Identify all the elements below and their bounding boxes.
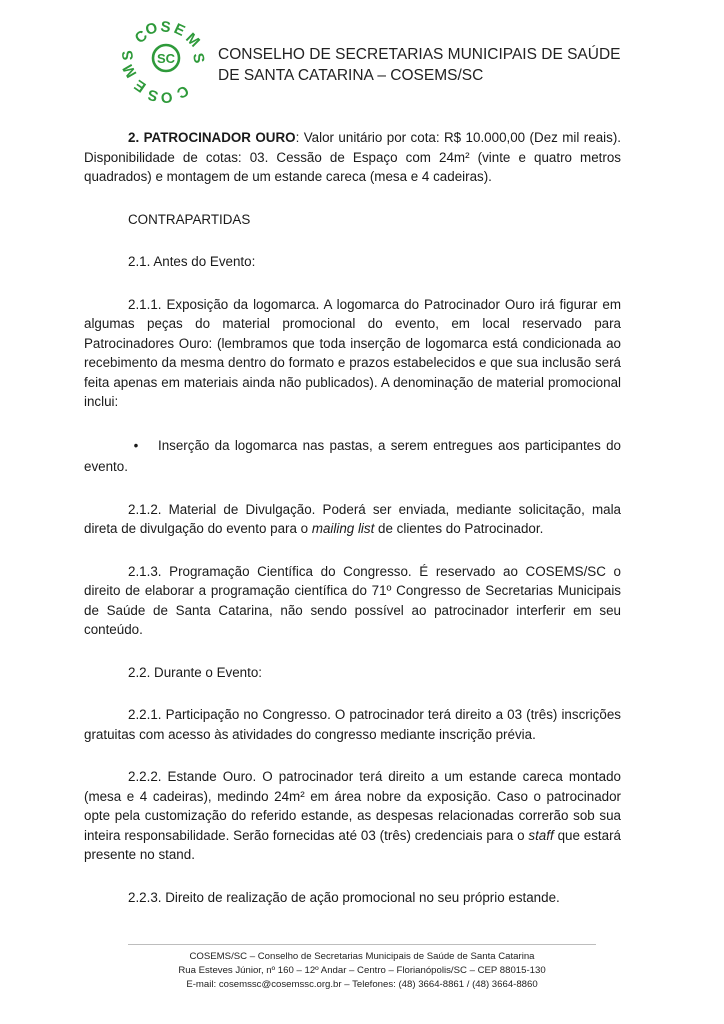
section-heading-bold: 2. PATROCINADOR OURO [128,130,296,145]
bullet-text: Inserção da logomarca nas pastas, a serem entregues aos participantes do evento. [84,437,621,474]
paragraph-text: 2.2.2. Estande Ouro. O patrocinador terá direito a um estande careca montado (mesa e 4 cadeiras), medindo 24m² em área nobre da exposição. Caso o patrocinador opte pela customização do referido estande, as despesas relacionadas correrão sob sua inteira responsabilidade. Serão fornecidas até 03 (três) credenciais para o [84,769,621,843]
footer-line-contact: E-mail: cosemssc@cosemssc.org.br – Telefones: (48) 3664-8861 / (48) 3664-8860 [186,979,538,990]
svg-text:O: O [160,88,174,106]
bullet-item [84,435,621,477]
cosems-logo [119,18,208,106]
paragraph-2-2-3: 2.2.3. Direito de realização de ação promocional no seu próprio estande. [128,889,560,905]
svg-text:S: S [119,49,137,62]
italic-term: staff [528,827,554,843]
svg-text:S: S [159,18,172,37]
paragraph-text: 2.1.2. Material de Divulgação. Poderá ser enviada, mediante solicitação, mala direta de divulgação do evento para o [84,501,621,536]
footer-divider [128,944,596,945]
paragraph-2-1-3: 2.1.3. Programação Científica do Congresso. É reservado ao COSEMS/SC o direito de elaborar a programação científica do 71º Congresso de Secretarias Municipais de Saúde de Santa Catarina, não sendo possível ao patrocinador interferir em seu conteúdo. [84,563,621,637]
paragraph-2-2-2 [84,767,621,865]
paragraph-2-1-1: 2.1.1. Exposição da logomarca. A logomarca do Patrocinador Ouro irá figurar em algumas peças do material promocional do evento, em local reservado para Patrocinadores Ouro: (lembramos que toda inserção de logomarca está condicionada ao recebimento da mesma dentro do formato e prazos estabelecidos e que sua inclusão será feita apenas em materiais ainda não publicados). A denominação de material promocional inclui: [84,296,621,409]
letterhead-title-line2: DE SANTA CATARINA – COSEMS/SC [218,67,484,84]
page-footer [128,950,596,992]
paragraph-2-1-2 [84,500,621,539]
svg-text:S: S [189,51,208,65]
letterhead-title-line1: CONSELHO DE SECRETARIAS MUNICIPAIS DE SAÚDE [218,46,621,63]
paragraph-text: que estará presente no stand. [84,827,622,862]
letterhead-title [218,44,621,86]
logo-center-text: SC [156,51,176,66]
paragraph-patrocinador-ouro [84,128,621,187]
document-body [84,128,621,930]
paragraph-2-2-1: 2.2.1. Participação no Congresso. O patrocinador terá direito a 03 (três) inscrições gratuitas com acesso às atividades do congresso mediante inscrição prévia. [84,707,621,742]
paragraph-text: : Valor unitário por cota: R$ 10.000,00 (Dez mil reais). Disponibilidade de cotas: 03. Cessão de Espaço com 24m² (vinte e quatro metros quadrados) e montagem de um estande careca (mesa e 4 cadeiras). [84,130,621,184]
svg-text:C: C [173,81,192,102]
italic-term: mailing list [311,521,375,536]
paragraph-text: de clientes do Patrocinador. [374,521,544,536]
svg-text:E: E [131,75,150,96]
svg-text:M: M [182,29,204,51]
footer-line-organization: COSEMS/SC – Conselho de Secretarias Municipais de Saúde de Santa Catarina [189,951,535,962]
svg-text:E: E [171,20,188,40]
footer-line-address: Rua Esteves Júnior, nº 160 – 12º Andar – Centro – Florianópolis/SC – CEP 88015-130 [178,965,546,976]
heading-contrapartidas: CONTRAPARTIDAS [128,211,251,227]
svg-text:M: M [119,61,141,81]
letterhead [119,18,690,106]
bullet-symbol: • [133,437,139,453]
svg-text:S: S [145,85,161,105]
heading-antes-do-evento: 2.1. Antes do Evento: [128,254,256,269]
svg-text:O: O [143,19,160,39]
svg-text:C: C [131,27,151,48]
heading-durante-o-evento: 2.2. Durante o Evento: [128,664,262,680]
